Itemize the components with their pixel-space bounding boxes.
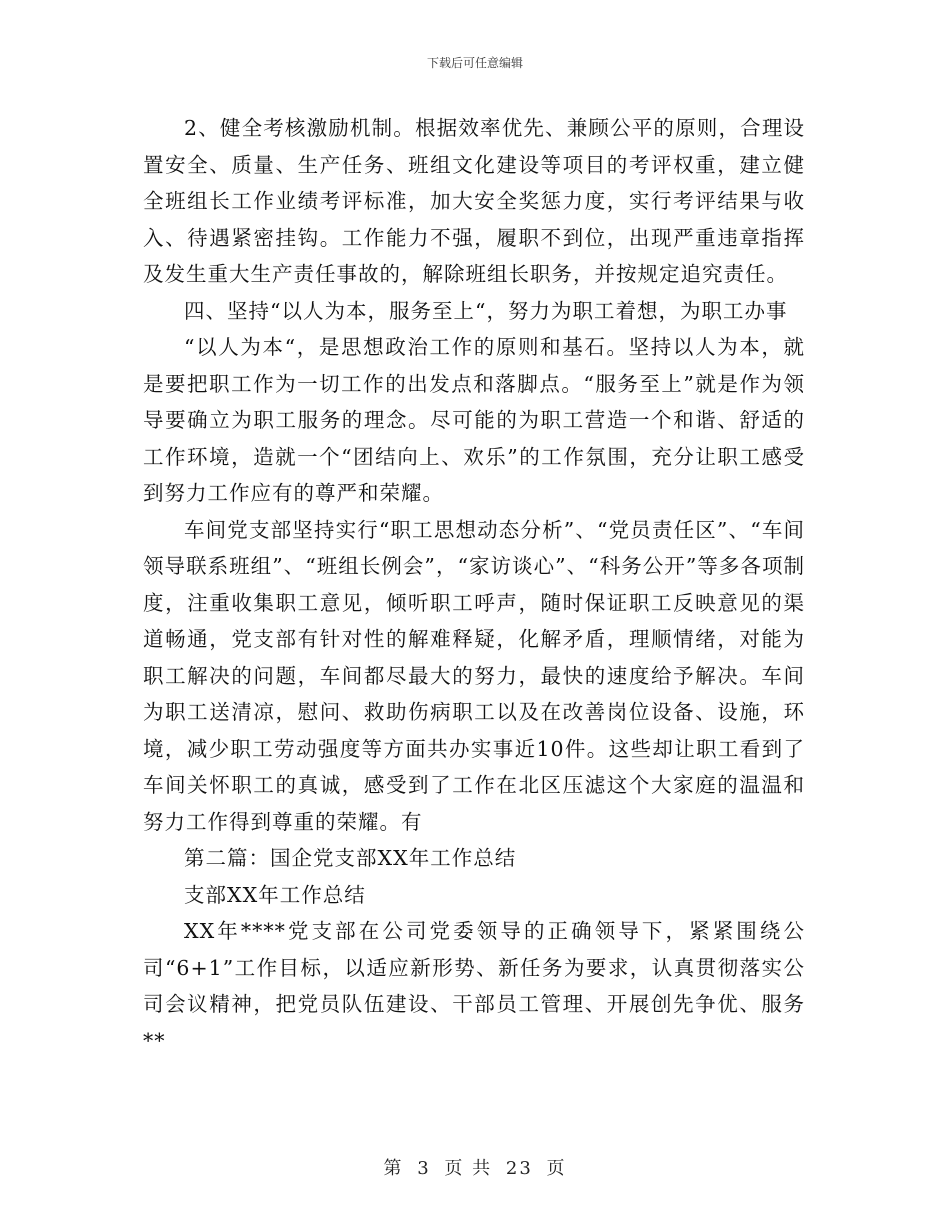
paragraph-assessment-mechanism: 2、健全考核激励机制。根据效率优先、兼顾公平的原则，合理设置安全、质量、生产任务、班组文化建设等项目的考评权重，建立健全班组长工作业绩考评标准，加大安全奖惩力度，实行考评结果与收入、待遇紧密挂钩。工作能力不强，履职不到位，出现严重违章指挥及发生重大生产责任事故的，解除班组长职务，并按规定追究责任。 (143, 116, 805, 286)
total-page-count: 23 (505, 1158, 533, 1179)
document-body (143, 110, 805, 1059)
chapter-subtitle: 支部XX年工作总结 (184, 882, 366, 907)
footer-middle: 页 共 (444, 1158, 493, 1179)
paragraph-annual-summary: XX年****党支部在公司党委领导的正确领导下，紧紧围绕公司“6+1”工作目标，以适应新形势、新任务为要求，认真贯彻落实公司会议精神，把党员队伍建设、干部员工管理、开展创先争优、服务** (143, 919, 805, 1053)
paragraph-people-first: “以人为本“，是思想政治工作的原则和基石。坚持以人为本，就是要把职工作为一切工作的出发点和落脚点。“服务至上”就是作为领导要确立为职工服务的理念。尽可能的为职工营造一个和谐、舒适的工作环境，造就一个“团结向上、欢乐”的工作氛围，充分让职工感受到努力工作应有的尊严和荣耀。 (143, 335, 805, 505)
page-footer (0, 1154, 950, 1180)
footer-suffix: 页 (546, 1158, 567, 1179)
chapter-title: 第二篇：国企党支部XX年工作总结 (184, 846, 517, 870)
section-heading-people-first: 四、坚持“以人为本，服务至上“，努力为职工着想，为职工办事 (184, 298, 788, 323)
current-page-number: 3 (417, 1158, 431, 1179)
footer-prefix: 第 (383, 1158, 404, 1179)
paragraph-party-branch-systems: 车间党支部坚持实行“职工思想动态分析”、“党员责任区”、“车间领导联系班组”、“班组长例会”，“家访谈心”、“科务公开”等多各项制度，注重收集职工意见，倾听职工呼声，随时保证职工反映意见的渠道畅通，党支部有针对性的解难释疑，化解矛盾，理顺情绪，对能为职工解决的问题，车间都尽最大的努力，最快的速度给予解决。车间为职工送清凉，慰问、救助伤病职工以及在改善岗位设备、设施，环境，减少职工劳动强度等方面共办实事近10件。这些却让职工看到了车间关怀职工的真诚，感受到了工作在北区压滤这个大家庭的温温和努力工作得到尊重的荣耀。有 (143, 517, 805, 834)
page-header: 下载后可任意编辑 (426, 56, 523, 70)
